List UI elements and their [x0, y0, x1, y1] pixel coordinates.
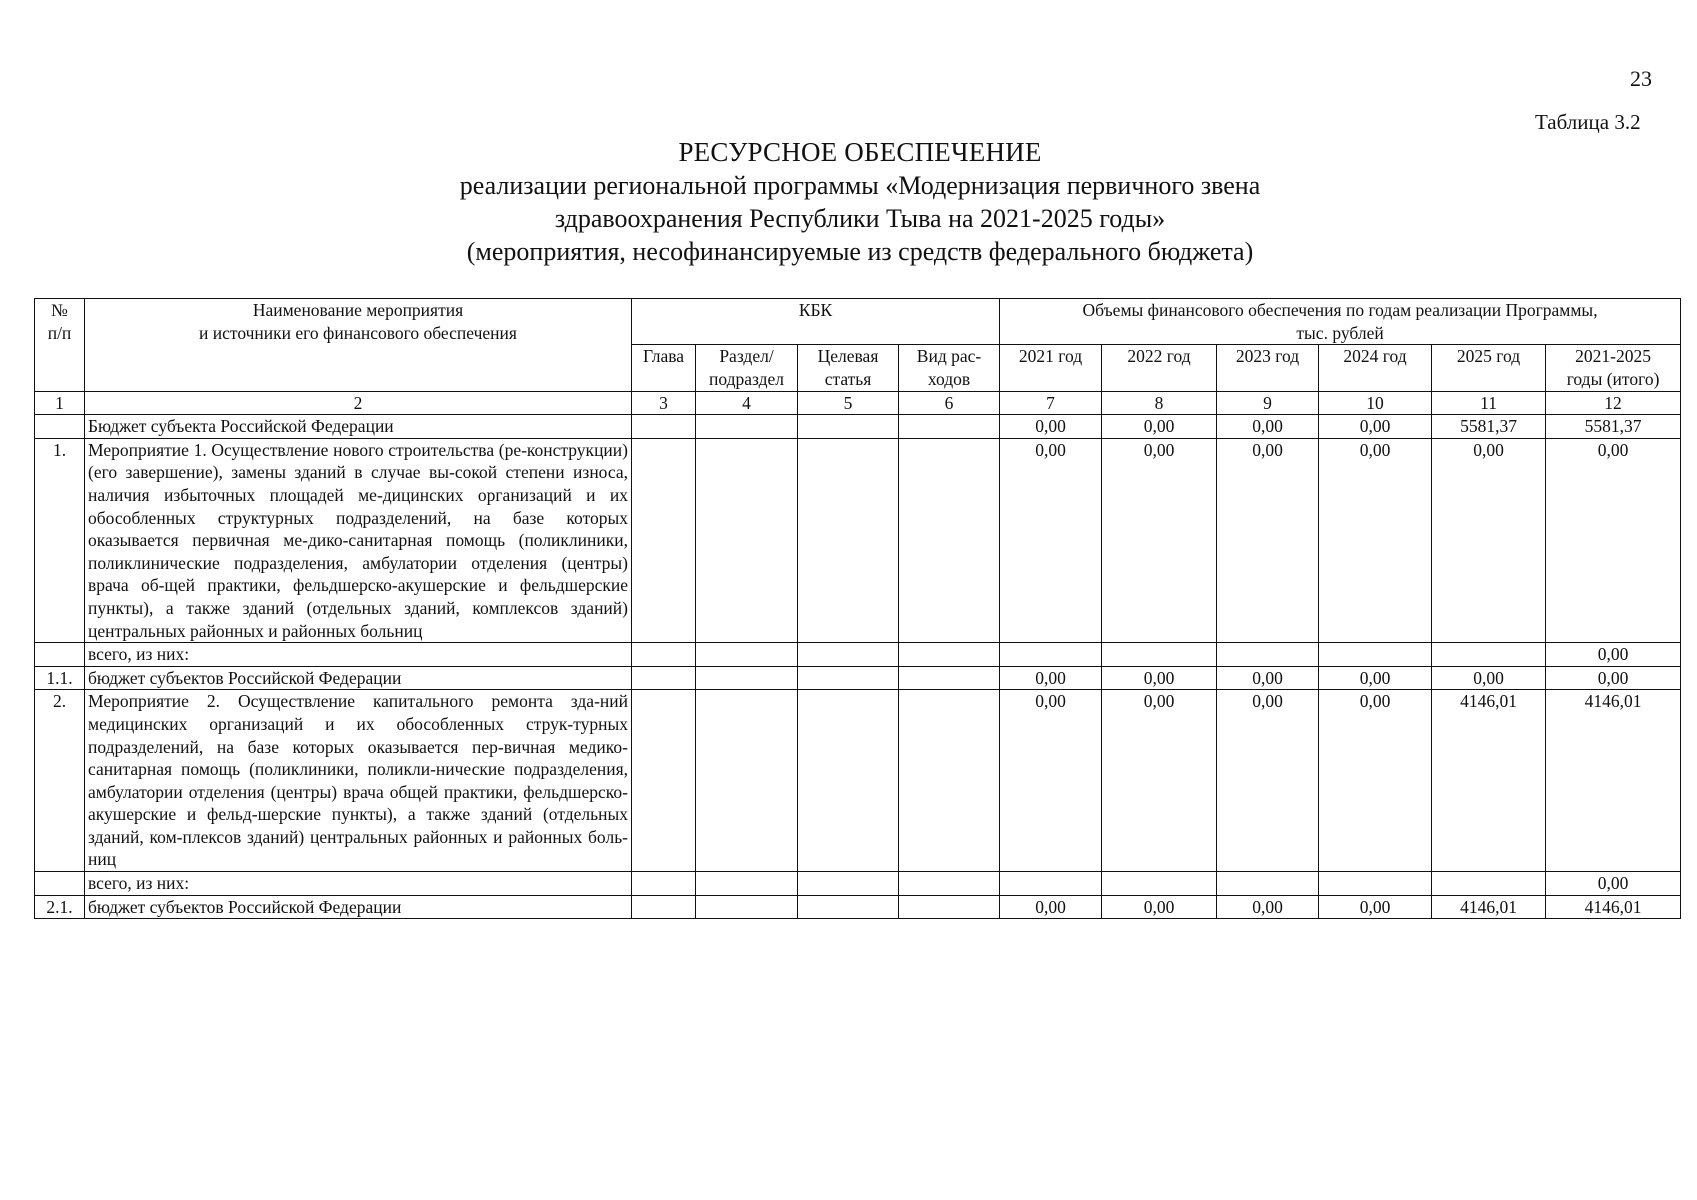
- col-number: 4: [696, 392, 798, 415]
- kbk-celevaya-cell: [798, 666, 899, 690]
- kbk-razdel-cell: [696, 666, 798, 690]
- kbk-vid-cell: [899, 666, 1000, 690]
- value-2024-cell: 0,00: [1319, 415, 1432, 439]
- header-2025: 2025 год: [1432, 345, 1546, 392]
- value-total-cell: 0,00: [1546, 666, 1681, 690]
- col-number: 10: [1319, 392, 1432, 415]
- value-2021-cell: [1000, 643, 1102, 667]
- table-body: [35, 415, 1681, 919]
- col-number: 2: [85, 392, 632, 415]
- header-total: [1546, 345, 1681, 392]
- kbk-glava-cell: [632, 872, 696, 896]
- value-2024-cell: 0,00: [1319, 438, 1432, 642]
- value-2022-cell: 0,00: [1102, 438, 1217, 642]
- value-2025-cell: 5581,37: [1432, 415, 1546, 439]
- value-2023-cell: 0,00: [1217, 666, 1319, 690]
- kbk-glava-cell: [632, 895, 696, 919]
- kbk-razdel-cell: [696, 415, 798, 439]
- value-2025-cell: 4146,01: [1432, 895, 1546, 919]
- value-2022-cell: [1102, 872, 1217, 896]
- value-2025-cell: 0,00: [1432, 438, 1546, 642]
- row-name-cell: всего, из них:: [85, 643, 632, 667]
- table-row: [35, 895, 1681, 919]
- kbk-celevaya-cell: [798, 895, 899, 919]
- header-num: [35, 299, 85, 392]
- kbk-vid-cell: [899, 872, 1000, 896]
- header-celevaya-line1: Целевая: [817, 346, 879, 367]
- kbk-glava-cell: [632, 438, 696, 642]
- page-number: 23: [1630, 66, 1652, 91]
- kbk-vid-cell: [899, 415, 1000, 439]
- header-razdel-line1: Раздел/: [719, 346, 774, 367]
- header-volumes-line1: Объемы финансового обеспечения по годам реализации Программы,: [1082, 300, 1598, 320]
- kbk-celevaya-cell: [798, 643, 899, 667]
- col-number: 9: [1217, 392, 1319, 415]
- col-number: 3: [632, 392, 696, 415]
- kbk-razdel-cell: [696, 895, 798, 919]
- header-name-line1: Наименование мероприятия: [252, 300, 464, 320]
- column-number-row: [35, 392, 1681, 415]
- header-glava: Глава: [632, 345, 696, 392]
- value-total-cell: 4146,01: [1546, 690, 1681, 872]
- header-razdel: [696, 345, 798, 392]
- header-volumes: [1000, 299, 1681, 345]
- value-2025-cell: [1432, 643, 1546, 667]
- header-vid-line2: ходов: [927, 368, 971, 389]
- kbk-glava-cell: [632, 643, 696, 667]
- value-2024-cell: 0,00: [1319, 690, 1432, 872]
- header-razdel-line2: подраздел: [708, 368, 785, 389]
- kbk-celevaya-cell: [798, 872, 899, 896]
- kbk-celevaya-cell: [798, 690, 899, 872]
- title-main: РЕСУРСНОЕ ОБЕСПЕЧЕНИЕ: [678, 137, 1042, 167]
- kbk-razdel-cell: [696, 438, 798, 642]
- row-name-cell: Мероприятие 2. Осуществление капитального ремонта зда-ний медицинских организаций и их обособленных струк-турных подразделений, на базе которых оказывается пер-вичная медико-санитарная помощь (поликлиники, поликли-нические подразделения, амбулатории отделения (центры) врача общей практики, фельдшерско-акушерские и фельд-шерские пункты), а также зданий (отдельных зданий, ком-плексов зданий) центральных районных и районных боль-ниц: [85, 690, 632, 872]
- header-num-line2: п/п: [47, 322, 72, 343]
- header-2023: 2023 год: [1217, 345, 1319, 392]
- kbk-razdel-cell: [696, 643, 798, 667]
- table-row: [35, 872, 1681, 896]
- col-number: 11: [1432, 392, 1546, 415]
- value-2024-cell: 0,00: [1319, 895, 1432, 919]
- header-2022: 2022 год: [1102, 345, 1217, 392]
- header-name-line2: и источники его финансового обеспечения: [199, 322, 517, 343]
- header-celevaya: [798, 345, 899, 392]
- kbk-glava-cell: [632, 666, 696, 690]
- value-2023-cell: [1217, 643, 1319, 667]
- header-row-1: [35, 299, 1681, 345]
- value-2023-cell: 0,00: [1217, 895, 1319, 919]
- value-2023-cell: 0,00: [1217, 690, 1319, 872]
- value-2022-cell: 0,00: [1102, 690, 1217, 872]
- title-line-3: (мероприятия, несофинансируемые из средств федерального бюджета): [466, 237, 1254, 266]
- table-label: Таблица 3.2: [1535, 110, 1641, 134]
- table-row: [35, 415, 1681, 439]
- col-number: 1: [35, 392, 85, 415]
- value-total-cell: 0,00: [1546, 643, 1681, 667]
- kbk-razdel-cell: [696, 690, 798, 872]
- value-total-cell: 4146,01: [1546, 895, 1681, 919]
- title-line-1: реализации региональной программы «Модернизация первичного звена: [459, 171, 1261, 200]
- col-number: 7: [1000, 392, 1102, 415]
- kbk-vid-cell: [899, 895, 1000, 919]
- row-number-cell: [35, 872, 85, 896]
- row-number-cell: 2.: [35, 690, 85, 872]
- value-total-cell: 5581,37: [1546, 415, 1681, 439]
- value-2023-cell: [1217, 872, 1319, 896]
- value-2025-cell: [1432, 872, 1546, 896]
- header-kbk: КБК: [632, 299, 1000, 345]
- title-line-2: здравоохранения Республики Тыва на 2021-2025 годы»: [554, 204, 1166, 233]
- row-name-cell: бюджет субъектов Российской Федерации: [85, 666, 632, 690]
- value-2021-cell: [1000, 872, 1102, 896]
- header-vid-line1: Вид рас-: [916, 346, 982, 367]
- value-2021-cell: 0,00: [1000, 415, 1102, 439]
- value-2022-cell: 0,00: [1102, 895, 1217, 919]
- value-2025-cell: 4146,01: [1432, 690, 1546, 872]
- header-2024: 2024 год: [1319, 345, 1432, 392]
- row-number-cell: 2.1.: [35, 895, 85, 919]
- row-number-cell: [35, 643, 85, 667]
- value-total-cell: 0,00: [1546, 872, 1681, 896]
- value-2022-cell: 0,00: [1102, 415, 1217, 439]
- header-2021: 2021 год: [1000, 345, 1102, 392]
- table-row: [35, 438, 1681, 642]
- value-2023-cell: 0,00: [1217, 415, 1319, 439]
- kbk-vid-cell: [899, 438, 1000, 642]
- row-number-cell: 1.: [35, 438, 85, 642]
- col-number: 12: [1546, 392, 1681, 415]
- resource-table: [34, 298, 1681, 919]
- col-number: 5: [798, 392, 899, 415]
- row-name-cell: Мероприятие 1. Осуществление нового строительства (ре-конструкции) (его завершение), замены зданий в случае вы-сокой степени износа, наличия избыточных площадей ме-дицинских организаций и их обособленных структурных подразделений, на базе которых оказывается первичная ме-дико-санитарная помощь (поликлиники, поликлинические подразделения, амбулатории отделения (центры) врача об-щей практики, фельдшерско-акушерские и фельдшерские пункты), а также зданий (отдельных зданий, комплексов зданий) центральных районных и районных больниц: [85, 438, 632, 642]
- kbk-celevaya-cell: [798, 438, 899, 642]
- kbk-vid-cell: [899, 690, 1000, 872]
- kbk-razdel-cell: [696, 872, 798, 896]
- value-2024-cell: 0,00: [1319, 666, 1432, 690]
- document-title: [380, 136, 1340, 268]
- header-volumes-line2: тыс. рублей: [1296, 322, 1384, 343]
- header-celevaya-line2: статья: [824, 368, 872, 389]
- value-2023-cell: 0,00: [1217, 438, 1319, 642]
- header-name: [85, 299, 632, 392]
- kbk-vid-cell: [899, 643, 1000, 667]
- header-vid: [899, 345, 1000, 392]
- value-2024-cell: [1319, 643, 1432, 667]
- kbk-celevaya-cell: [798, 415, 899, 439]
- table-row: [35, 666, 1681, 690]
- value-2021-cell: 0,00: [1000, 895, 1102, 919]
- value-total-cell: 0,00: [1546, 438, 1681, 642]
- kbk-glava-cell: [632, 690, 696, 872]
- row-number-cell: 1.1.: [35, 666, 85, 690]
- row-name-cell: Бюджет субъекта Российской Федерации: [85, 415, 632, 439]
- row-name-cell: всего, из них:: [85, 872, 632, 896]
- value-2025-cell: 0,00: [1432, 666, 1546, 690]
- value-2022-cell: [1102, 643, 1217, 667]
- table-row: [35, 690, 1681, 872]
- row-number-cell: [35, 415, 85, 439]
- row-name-cell: бюджет субъектов Российской Федерации: [85, 895, 632, 919]
- header-total-line2: годы (итого): [1566, 368, 1660, 389]
- value-2021-cell: 0,00: [1000, 666, 1102, 690]
- header-num-line1: №: [51, 300, 68, 320]
- value-2024-cell: [1319, 872, 1432, 896]
- col-number: 8: [1102, 392, 1217, 415]
- kbk-glava-cell: [632, 415, 696, 439]
- value-2021-cell: 0,00: [1000, 438, 1102, 642]
- table-row: [35, 643, 1681, 667]
- value-2021-cell: 0,00: [1000, 690, 1102, 872]
- value-2022-cell: 0,00: [1102, 666, 1217, 690]
- header-total-line1: 2021-2025: [1575, 346, 1651, 367]
- col-number: 6: [899, 392, 1000, 415]
